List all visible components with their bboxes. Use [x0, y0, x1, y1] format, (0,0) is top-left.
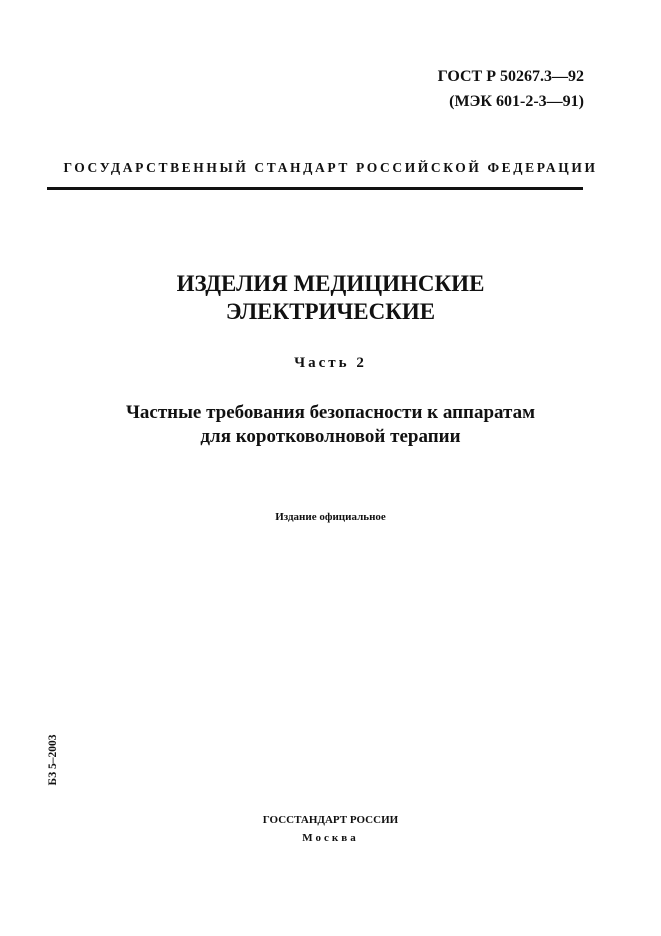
horizontal-rule	[47, 187, 583, 190]
part-label: Часть 2	[294, 355, 367, 371]
iec-code: (МЭК 601-2-3—91)	[449, 93, 584, 110]
document-subtitle	[0, 401, 661, 449]
publisher-city: Москва	[302, 832, 359, 844]
title-line-2: ЭЛЕКТРИЧЕСКИЕ	[225, 299, 436, 324]
subtitle-line-2: для коротковолновой терапии	[200, 426, 461, 447]
gost-code: ГОСТ Р 50267.3—92	[437, 68, 584, 85]
publisher-block	[0, 811, 661, 847]
title-line-1: ИЗДЕЛИЯ МЕДИЦИНСКИЕ	[176, 271, 485, 296]
document-title	[0, 270, 661, 326]
edition-label: Издание официальное	[275, 511, 386, 523]
publisher-name: ГОССТАНДАРТ РОССИИ	[262, 814, 399, 826]
standard-type-heading: ГОСУДАРСТВЕННЫЙ СТАНДАРТ РОССИЙСКОЙ ФЕДЕРАЦИИ	[63, 160, 598, 175]
side-catalog-code: БЗ 5–2003	[47, 734, 59, 786]
standard-code-block	[438, 64, 584, 114]
subtitle-line-1: Частные требования безопасности к аппаратам	[125, 402, 536, 423]
